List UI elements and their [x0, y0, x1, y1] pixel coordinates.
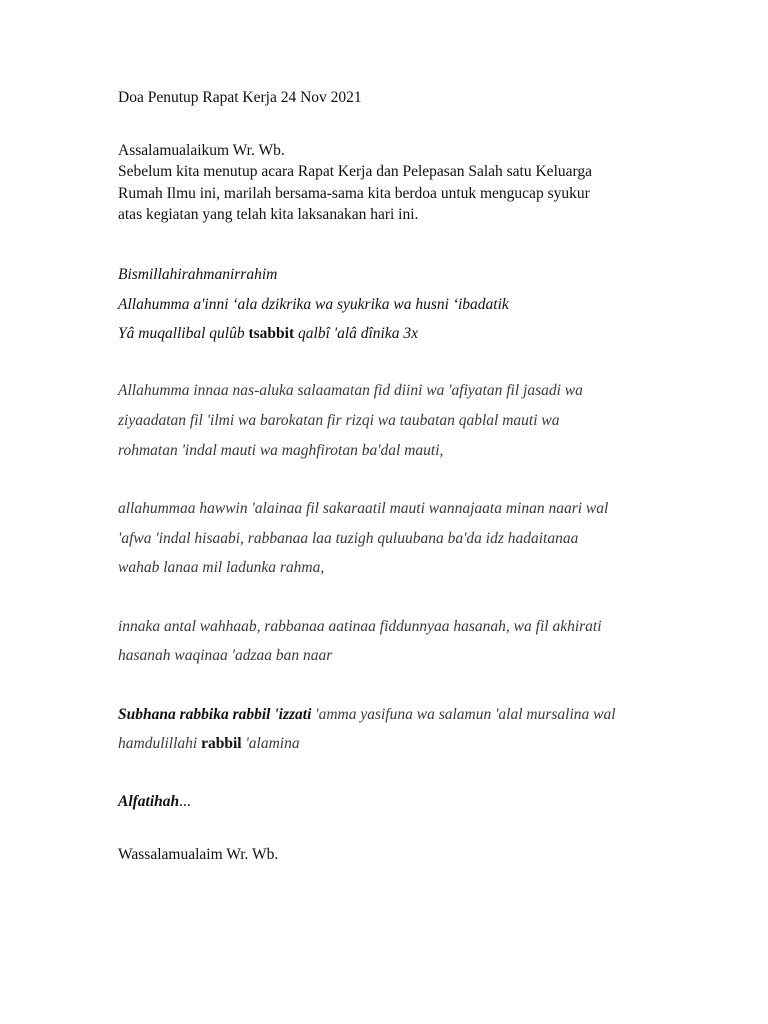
document-page: [118, 0, 718, 1024]
alfatihah-ellipsis: ...: [179, 793, 191, 810]
prayer-block-2-line-3: wahab lanaa mil ladunka rahma,: [118, 559, 325, 576]
intro-line-1: Sebelum kita menutup acara Rapat Kerja dan Pelepasan Salah satu Keluarga: [118, 163, 593, 180]
opening-prayer-line-2: [118, 324, 418, 344]
intro-line-2: Rumah Ilmu ini, marilah bersama-sama kita berdoa untuk mengucap syukur: [118, 185, 590, 202]
closing-prayer-line-1-rest: 'amma yasifuna wa salamun 'alal mursalina wal: [311, 706, 616, 723]
prayer-block-2-line-1: allahummaa hawwin 'alainaa fil sakaraatil mauti wannajaata minan naari wal: [118, 500, 609, 517]
prayer-block-1-line-1: Allahumma innaa nas-aluka salaamatan fid diini wa 'afiyatan fil jasadi wa: [118, 382, 583, 399]
closing-prayer-bold-start: Subhana rabbika rabbil 'izzati: [118, 706, 312, 723]
alfatihah-line: [118, 792, 191, 812]
closing-prayer-line-2-bold: rabbil: [201, 735, 242, 752]
greeting: Assalamualaikum Wr. Wb.: [118, 142, 285, 159]
opening-prayer-line-2-bold: tsabbit: [248, 325, 295, 342]
intro-line-3: atas kegiatan yang telah kita laksanakan hari ini.: [118, 206, 419, 223]
opening-prayer-line-1: Allahumma a'inni ‘ala dzikrika wa syukrika wa husni ‘ibadatik: [118, 296, 509, 313]
prayer-block-2-line-2: 'afwa 'indal hisaabi, rabbanaa laa tuzigh quluubana ba'da idz hadaitanaa: [118, 530, 579, 547]
closing-prayer-line-1: [118, 705, 616, 725]
prayer-block-3-line-2: hasanah waqinaa 'adzaa ban naar: [118, 647, 333, 664]
document-title: Doa Penutup Rapat Kerja 24 Nov 2021: [118, 89, 362, 106]
closing-prayer-line-2-start: hamdulillahi: [118, 735, 202, 752]
farewell: Wassalamualaim Wr. Wb.: [118, 846, 279, 863]
prayer-block-1-line-3: rohmatan 'indal mauti wa maghfirotan ba'dal mauti,: [118, 442, 444, 459]
closing-prayer-line-2-end: 'alamina: [241, 735, 300, 752]
prayer-block-3-line-1: innaka antal wahhaab, rabbanaa aatinaa fiddunnyaa hasanah, wa fil akhirati: [118, 618, 602, 635]
opening-prayer-line-2-start: Yâ muqallibal qulûb: [118, 325, 249, 342]
bismillah-line: Bismillahirahmanirrahim: [118, 266, 278, 283]
prayer-block-1-line-2: ziyaadatan fil 'ilmi wa barokatan fir rizqi wa taubatan qablal mauti wa: [118, 412, 560, 429]
alfatihah-text: Alfatihah: [118, 793, 180, 810]
closing-prayer-line-2: [118, 734, 300, 754]
opening-prayer-line-2-end: qalbî 'alâ dînika 3x: [294, 325, 418, 342]
